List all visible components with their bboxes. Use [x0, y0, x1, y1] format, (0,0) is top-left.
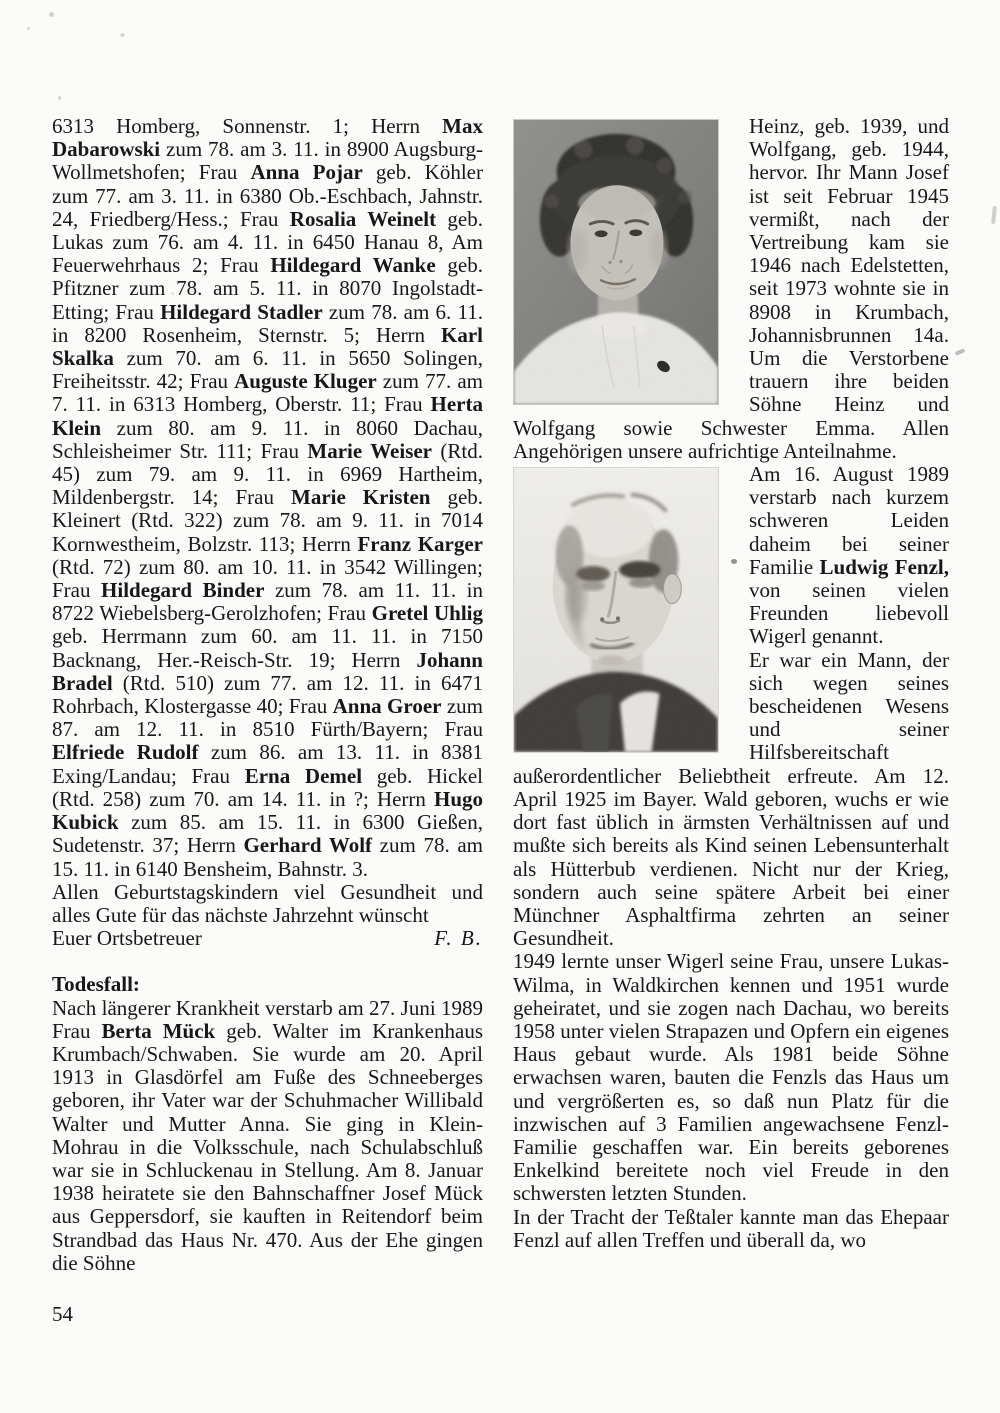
- right-column: [513, 115, 949, 1252]
- scan-mark: [991, 206, 997, 224]
- elderly-man-portrait-illustration: [514, 468, 718, 752]
- elderly-woman-portrait-illustration: [514, 120, 718, 404]
- obituary-mueck-continuation: Heinz, geb. 1939, und Wolfgang, geb. 1944, hervor. Ihr Mann Josef ist seit Februar 1945 vermißt, nach der Vertreibung kam sie 1946 nach Edelstetten, seit 1973 wohnte sie in 8908 in Krumbach, Johannisbrunnen 14a. Um die Verstorbene trauern ihre beiden Söhne Heinz und Wolfgang sowie Schwester Emma. Allen Angehörigen unsere aufrichtige Anteilnahme.: [513, 114, 949, 463]
- author-initials: F. B.: [434, 926, 483, 951]
- left-column: [52, 115, 483, 1275]
- page-number: 54: [52, 1302, 73, 1326]
- todesfall-heading: Todesfall:: [52, 972, 140, 997]
- obituary-fenzl-paragraph-3: 1949 lernte unser Wigerl seine Frau, unsere Lukas-Wilma, in Waldkirchen kennen und 1951 wurde geheiratet, und sie zogen nach Dachau, wo bereits 1958 unter vielen Strapazen und Opfern ein eigenes Haus gebaut wurde. Als 1981 beide Söhne erwachsen waren, bauten die Fenzls das Haus um und vergrößerten es, so daß nun Platz für die inzwischen auf 3 Familien angewachsene Fenzl-Familie geschaffen war. Ein bereits geborenes Enkelkind bereitete noch viel Freude in den schwersten letzten Stunden.: [513, 949, 949, 1206]
- signoff-row: [52, 927, 483, 950]
- photo-grain: [514, 120, 718, 404]
- obituary-fenzl-paragraph-2: Er war ein Mann, der sich wegen seines bescheidenen Wesens und seiner Hilfsbereitschaft außerordentlicher Beliebtheit erfreute. Am 12. April 1925 im Bayer. Wald geboren, wuchs er wie dort fast üblich in ärmsten Verhältnissen auf und mußte sich bereits als Kind seinen Lebensunterhalt als Hütterbub verdienen. Nicht nur der Krieg, sondern auch seine spätere Arbeit bei einer Münchner Asphaltfirma zehrten an seiner Gesundheit.: [513, 647, 949, 951]
- scan-speck: [58, 96, 61, 100]
- obituary-fenzl-paragraph-4: In der Tracht der Teßtaler kannte man das Ehepaar Fenzl auf allen Treffen und überall da, wo: [513, 1204, 949, 1252]
- birthday-list-paragraph: 6313 Homberg, Sonnenstr. 1; Herrn Max Dabarowski zum 78. am 3. 11. in 8900 Augsburg-Wollmetshofen; Frau Anna Pojar geb. Köhler zum 77. am 3. 11. in 6380 Ob.-Eschbach, Jahnstr. 24, Friedberg/Hess.; Frau Rosalia Weinelt geb. Lukas zum 76. am 4. 11. in 6450 Hanau 8, Am Feuerwehrhaus 2; Frau Hildegard Wanke geb. Pfitzner zum 78. am 5. 11. in 8070 Ingolstadt-Etting; Frau Hildegard Stadler zum 78. am 6. 11. in 8200 Rosenheim, Sternstr. 5; Herrn Karl Skalka zum 70. am 6. 11. in 5650 Solingen, Freiheitsstr. 42; Frau Auguste Kluger zum 77. am 7. 11. in 6313 Homberg, Oberstr. 11; Frau Herta Klein zum 80. am 9. 11. in 8060 Dachau, Schleisheimer Str. 111; Frau Marie Weiser (Rtd. 45) zum 79. am 9. 11. in 6969 Hartheim, Mildenbergstr. 14; Frau Marie Kristen geb. Kleinert (Rtd. 322) zum 78. am 9. 11. in 7014 Kornwestheim, Bolzstr. 113; Herrn Franz Karger (Rtd. 72) zum 80. am 10. 11. in 3542 Willingen; Frau Hildegard Binder zum 78. am 11. 11. in 8722 Wiebelsberg-Gerolzhofen; Frau Gretel Uhlig geb. Herrmann zum 60. am 11. 11. in 7150 Backnang, Her.-Reisch-Str. 19; Herrn Johann Bradel (Rtd. 510) zum 77. am 12. 11. in 6471 Rohrbach, Klostergasse 40; Frau Anna Groer zum 87. am 12. 11. in 8510 Fürth/Bayern; Frau Elfriede Rudolf zum 86. am 13. 11. in 8381 Exing/Landau; Frau Erna Demel geb. Hickel (Rtd. 258) zum 70. am 14. 11. in ?; Herrn Hugo Kubick zum 85. am 15. 11. in 6300 Gießen, Sudetenstr. 37; Herrn Gerhard Wolf zum 78. am 15. 11. in 6140 Bensheim, Bahnstr. 3.: [52, 114, 484, 881]
- death-notice-mueck-paragraph: Nach längerer Krankheit verstarb am 27. Juni 1989 Frau Berta Mück geb. Walter im Krankenhaus Krumbach/Schwaben. Sie wurde am 20. April 1913 in Glasdörfel am Fuße des Schneeberges geboren, ihr Vater war der Schuhmacher Willibald Walter und Mutter Anna. Sie ging in Klein-Mohrau in die Volksschule, nach Schulabschluß war sie in Schluckenau in Stellung. Am 8. Januar 1938 heiratete sie den Bahnschaffner Josef Mück aus Geppersdorf, sie kauften in Reitendorf beim Strandbad das Haus Nr. 470. Aus der Ehe gingen die Söhne: [52, 995, 483, 1275]
- obituary-fenzl-paragraph-1: Am 16. August 1989 verstarb nach kurzem schweren Leiden daheim bei seiner Familie Ludwig Fenzl, von seinen vielen Freunden liebevoll Wigerl genannt.: [749, 462, 949, 649]
- scan-speck: [120, 33, 125, 37]
- birthday-wishes-text: Allen Geburtstagskindern viel Gesundheit und alles Gute für das nächste Jahrzehnt wünscht: [52, 879, 483, 927]
- scan-speck: [27, 27, 30, 30]
- signoff-text: Euer Ortsbetreuer: [52, 926, 202, 951]
- photo-grain: [514, 468, 718, 752]
- photo-elderly-woman: [513, 119, 719, 405]
- photo-elderly-man: [513, 467, 719, 753]
- scan-speck: [49, 12, 54, 17]
- scan-mark: [955, 348, 966, 356]
